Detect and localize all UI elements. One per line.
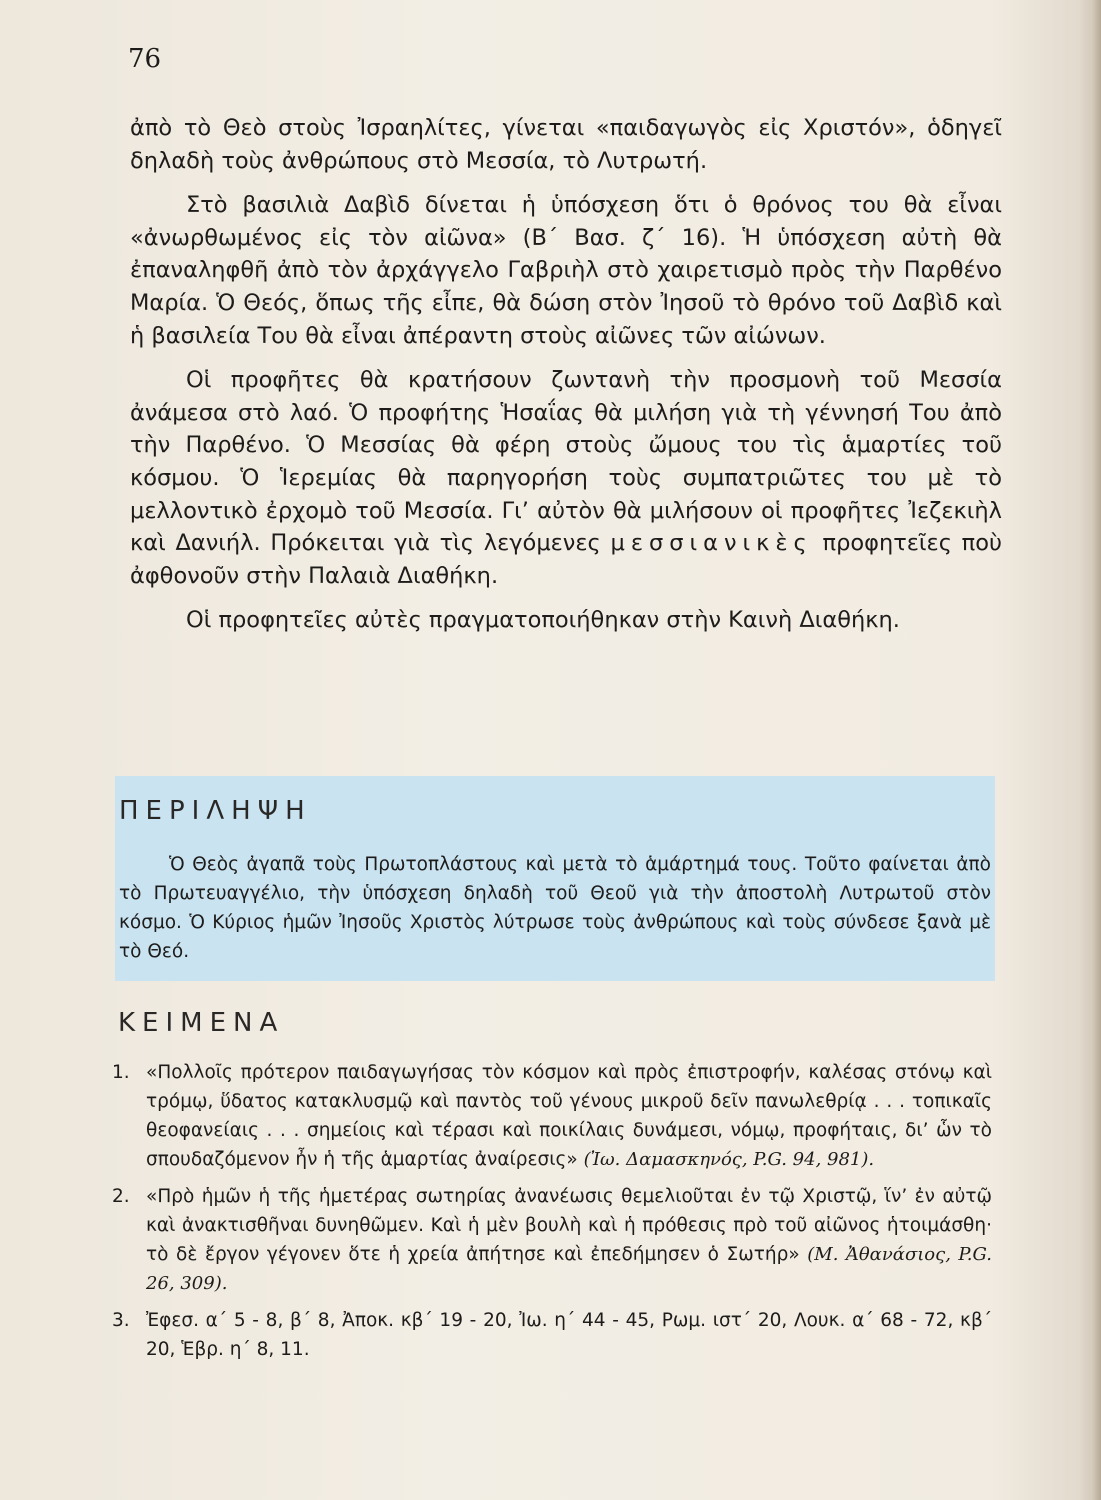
text-item-body xyxy=(146,1306,992,1364)
text-item-1 xyxy=(112,1058,992,1174)
paragraph-2: Στὸ βασιλιὰ Δαβὶδ δίνεται ἡ ὑπόσχεση ὅτι ὁ θρόνος του θὰ εἶναι «ἀνωρθωμένος εἰς τὸν αἰῶνα» (Β΄ Βασ. ζ΄ 16). Ἡ ὑπόσχεση αὐτὴ θὰ ἐπαναληφθῆ ἀπὸ τὸν ἀρχάγγελο Γαβριὴλ στὸ χαιρετισμὸ πρὸς τὴν Παρθένο Μαρία. Ὁ Θεός, ὅπως τῆς εἶπε, θὰ δώση στὸν Ἰησοῦ τὸ θρόνο τοῦ Δαβὶδ καὶ ἡ βασιλεία Του θὰ εἶναι ἀπέραντη στοὺς αἰῶνες τῶν αἰώνων. xyxy=(130,192,1002,349)
text-item-number: 3. xyxy=(112,1310,130,1331)
text-item-quote: «Πρὸ ἡμῶν ἡ τῆς ἡμετέρας σωτηρίας ἀνανέωσις θεμελιοῦται ἐν τῷ Χριστῷ, ἵν’ ἐν αὐτῷ καὶ ἀνακτισθῆναι δυνηθῶμεν. Καὶ ἡ μὲν βουλὴ καὶ ἡ πρόθεσις πρὸ τοῦ αἰῶνος ἡτοιμάσθη· τὸ δὲ ἔργον γέγονεν ὅτε ἡ χρεία ἀπήτησε καὶ ἐπεδήμησεν ὁ Σωτήρ» xyxy=(146,1186,992,1265)
texts-list xyxy=(112,1058,992,1372)
text-item-body xyxy=(146,1182,992,1298)
page-number: 76 xyxy=(128,44,162,74)
text-item-number: 1. xyxy=(112,1062,130,1083)
summary-box xyxy=(115,776,995,981)
page-spine-edge xyxy=(1091,0,1101,1500)
text-item-source: (Μ. Ἀθανάσιος, P.G. 26, 309). xyxy=(146,1244,992,1294)
text-item-3 xyxy=(112,1306,992,1364)
paragraph-3 xyxy=(130,364,1002,592)
paragraph-3-spaced-term: μεσσιανικὲς xyxy=(610,530,813,557)
paragraph-4: Οἱ προφητεῖες αὐτὲς πραγματοποιήθηκαν στὴν Καινὴ Διαθήκη. xyxy=(186,607,900,634)
text-item-quote: «Πολλοῖς πρότερον παιδαγωγήσας τὸν κόσμον καὶ πρὸς ἐπιστροφήν, καλέσας στόνῳ καὶ τρόμῳ, ὕδατος κατακλυσμῷ καὶ παντὸς τοῦ γένους μικροῦ δεῖν πανωλεθρίᾳ . . . τοπικαῖς θεοφανείαις . . . σημείοις καὶ τέρασι καὶ ποικίλαις δυνάμεσι, νόμῳ, προφήταις, δι’ ὧν τὸ σπουδαζόμενον ἦν ἡ τῆς ἁμαρτίας ἀναίρεσις» xyxy=(146,1062,992,1170)
text-item-body xyxy=(146,1058,992,1174)
texts-title: ΚΕΙΜΕΝΑ xyxy=(118,1008,285,1038)
body-text xyxy=(130,112,1002,649)
text-item-source: (Ἰω. Δαμασκηνός, P.G. 94, 981). xyxy=(583,1149,875,1170)
text-item-quote: Ἐφεσ. α΄ 5 - 8, β΄ 8, Ἀποκ. κβ΄ 19 - 20, Ἰω. η΄ 44 - 45, Ρωμ. ιστ΄ 20, Λουκ. α΄ 68 - 72, κβ΄ 20, Ἑβρ. η΄ 8, 11. xyxy=(146,1310,992,1360)
text-item-2 xyxy=(112,1182,992,1298)
summary-text: Ὁ Θεὸς ἀγαπᾶ τοὺς Πρωτοπλάστους καὶ μετὰ τὸ ἁμάρτημά τους. Τοῦτο φαίνεται ἀπὸ τὸ Πρωτευαγγέλιο, τὴν ὑπόσχεση δηλαδὴ τοῦ Θεοῦ γιὰ τὴν ἀποστολὴ Λυτρωτοῦ στὸν κόσμο. Ὁ Κύριος ἡμῶν Ἰησοῦς Χριστὸς λύτρωσε τοὺς ἀνθρώπους καὶ τοὺς σύνδεσε ξανὰ μὲ τὸ Θεό. xyxy=(119,854,991,962)
summary-title: ΠΕΡΙΛΗΨΗ xyxy=(119,796,312,826)
paragraph-3-before: Οἱ προφῆτες θὰ κρατήσουν ζωντανὴ τὴν προσμονὴ τοῦ Μεσσία ἀνάμεσα στὸ λαό. Ὁ προφήτης Ἡσαΐας θὰ μιλήση γιὰ τὴ γέννησή Του ἀπὸ τὴν Παρθένο. Ὁ Μεσσίας θὰ φέρη στοὺς ὤμους του τὶς ἁμαρτίες τοῦ κόσμου. Ὁ Ἱερεμίας θὰ παρηγορήση τοὺς συμπατριῶτες του μὲ τὸ μελλοντικὸ ἐρχομὸ τοῦ Μεσσία. Γι’ αὐτὸν θὰ μιλήσουν οἱ προφῆτες Ἰεζεκιὴλ καὶ Δανιήλ. Πρόκειται γιὰ τὶς λεγόμενες xyxy=(130,367,1002,557)
paragraph-3-after: προφητεῖες ποὺ ἀφθονοῦν στὴν Παλαιὰ Διαθήκη. xyxy=(130,530,1003,589)
text-item-number: 2. xyxy=(112,1186,130,1207)
paragraph-1: ἀπὸ τὸ Θεὸ στοὺς Ἰσραηλίτες, γίνεται «παιδαγωγὸς εἰς Χριστόν», ὁδηγεῖ δηλαδὴ τοὺς ἀνθρώπους στὸ Μεσσία, τὸ Λυτρωτή. xyxy=(130,115,1002,174)
